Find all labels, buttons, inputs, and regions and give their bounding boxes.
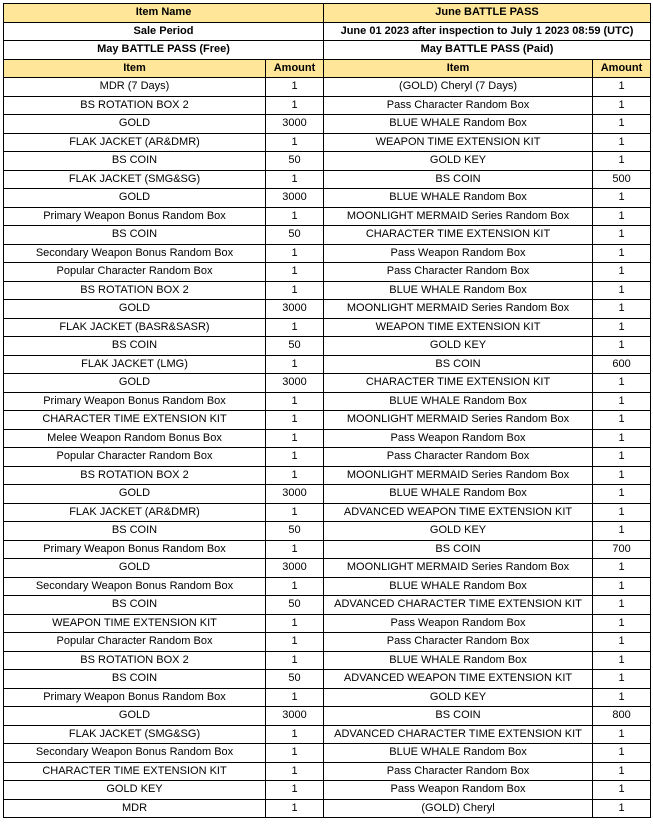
free-amount-cell: 3000 (266, 374, 324, 393)
free-amount-cell: 1 (266, 355, 324, 374)
free-item-cell: MDR (7 Days) (4, 78, 266, 97)
pass-title: June BATTLE PASS (324, 4, 651, 23)
paid-item-cell: MOONLIGHT MERMAID Series Random Box (324, 466, 593, 485)
table-row (4, 614, 651, 633)
free-amount-cell: 1 (266, 577, 324, 596)
paid-amount-cell: 1 (593, 651, 651, 670)
paid-item-cell: GOLD KEY (324, 337, 593, 356)
free-item-cell: Popular Character Random Box (4, 263, 266, 282)
free-item-cell: Primary Weapon Bonus Random Box (4, 540, 266, 559)
free-amount-cell: 3000 (266, 189, 324, 208)
free-amount-cell: 1 (266, 411, 324, 430)
free-item-cell: BS COIN (4, 226, 266, 245)
free-item-cell: Primary Weapon Bonus Random Box (4, 392, 266, 411)
paid-item-cell: Pass Character Random Box (324, 263, 593, 282)
free-amount-cell: 1 (266, 688, 324, 707)
table-row (4, 392, 651, 411)
free-amount-cell: 50 (266, 152, 324, 171)
paid-amount-cell: 1 (593, 799, 651, 818)
free-item-cell: GOLD (4, 374, 266, 393)
paid-amount-cell: 1 (593, 392, 651, 411)
paid-amount-header: Amount (593, 59, 651, 78)
table-row (4, 485, 651, 504)
free-item-cell: BS ROTATION BOX 2 (4, 281, 266, 300)
paid-amount-cell: 1 (593, 115, 651, 134)
paid-amount-cell: 1 (593, 762, 651, 781)
table-row (4, 115, 651, 134)
paid-amount-cell: 1 (593, 281, 651, 300)
paid-amount-cell: 1 (593, 744, 651, 763)
table-row (4, 633, 651, 652)
free-amount-cell: 1 (266, 540, 324, 559)
paid-pass-title: May BATTLE PASS (Paid) (324, 41, 651, 60)
free-amount-cell: 1 (266, 614, 324, 633)
free-amount-cell: 1 (266, 318, 324, 337)
paid-amount-cell: 1 (593, 559, 651, 578)
free-item-cell: WEAPON TIME EXTENSION KIT (4, 614, 266, 633)
free-amount-cell: 3000 (266, 707, 324, 726)
paid-item-cell: BS COIN (324, 540, 593, 559)
paid-item-cell: CHARACTER TIME EXTENSION KIT (324, 374, 593, 393)
paid-item-cell: Pass Character Random Box (324, 448, 593, 467)
free-item-cell: BS ROTATION BOX 2 (4, 466, 266, 485)
table-row (4, 688, 651, 707)
free-item-cell: GOLD (4, 707, 266, 726)
table-row (4, 725, 651, 744)
free-amount-cell: 1 (266, 633, 324, 652)
free-item-cell: FLAK JACKET (SMG&SG) (4, 725, 266, 744)
table-row (4, 448, 651, 467)
paid-item-cell: BLUE WHALE Random Box (324, 577, 593, 596)
paid-item-cell: Pass Weapon Random Box (324, 781, 593, 800)
free-item-cell: FLAK JACKET (SMG&SG) (4, 170, 266, 189)
free-amount-cell: 1 (266, 466, 324, 485)
free-amount-cell: 50 (266, 522, 324, 541)
paid-amount-cell: 1 (593, 318, 651, 337)
paid-item-header: Item (324, 59, 593, 78)
paid-amount-cell: 1 (593, 152, 651, 171)
table-row (4, 263, 651, 282)
paid-amount-cell: 1 (593, 133, 651, 152)
pass-section-row (4, 41, 651, 60)
free-amount-cell: 1 (266, 78, 324, 97)
free-amount-cell: 50 (266, 226, 324, 245)
paid-item-cell: GOLD KEY (324, 152, 593, 171)
free-item-cell: BS COIN (4, 596, 266, 615)
paid-amount-cell: 1 (593, 688, 651, 707)
free-amount-cell: 1 (266, 799, 324, 818)
free-item-cell: Popular Character Random Box (4, 448, 266, 467)
table-row (4, 559, 651, 578)
paid-item-cell: BLUE WHALE Random Box (324, 281, 593, 300)
free-item-cell: FLAK JACKET (AR&DMR) (4, 503, 266, 522)
paid-amount-cell: 1 (593, 448, 651, 467)
table-row (4, 762, 651, 781)
table-row (4, 466, 651, 485)
paid-item-cell: Pass Weapon Random Box (324, 614, 593, 633)
table-row (4, 707, 651, 726)
free-item-cell: Primary Weapon Bonus Random Box (4, 688, 266, 707)
free-amount-cell: 1 (266, 133, 324, 152)
free-amount-header: Amount (266, 59, 324, 78)
table-row (4, 96, 651, 115)
table-row (4, 207, 651, 226)
free-item-cell: Secondary Weapon Bonus Random Box (4, 244, 266, 263)
table-row (4, 374, 651, 393)
paid-item-cell: BLUE WHALE Random Box (324, 115, 593, 134)
free-item-cell: BS ROTATION BOX 2 (4, 651, 266, 670)
free-item-cell: FLAK JACKET (AR&DMR) (4, 133, 266, 152)
paid-item-cell: ADVANCED WEAPON TIME EXTENSION KIT (324, 670, 593, 689)
free-amount-cell: 1 (266, 392, 324, 411)
paid-item-cell: MOONLIGHT MERMAID Series Random Box (324, 207, 593, 226)
free-amount-cell: 1 (266, 651, 324, 670)
free-item-cell: FLAK JACKET (LMG) (4, 355, 266, 374)
table-row (4, 577, 651, 596)
free-amount-cell: 50 (266, 670, 324, 689)
paid-item-cell: MOONLIGHT MERMAID Series Random Box (324, 300, 593, 319)
free-amount-cell: 3000 (266, 300, 324, 319)
free-amount-cell: 1 (266, 244, 324, 263)
paid-amount-cell: 1 (593, 300, 651, 319)
table-row (4, 429, 651, 448)
paid-item-cell: (GOLD) Cheryl (7 Days) (324, 78, 593, 97)
paid-amount-cell: 1 (593, 374, 651, 393)
paid-item-cell: WEAPON TIME EXTENSION KIT (324, 133, 593, 152)
paid-amount-cell: 1 (593, 485, 651, 504)
table-row (4, 133, 651, 152)
paid-item-cell: BLUE WHALE Random Box (324, 651, 593, 670)
table-row (4, 744, 651, 763)
free-item-cell: GOLD (4, 559, 266, 578)
free-amount-cell: 1 (266, 96, 324, 115)
table-row (4, 170, 651, 189)
free-amount-cell: 3000 (266, 485, 324, 504)
paid-item-cell: BS COIN (324, 355, 593, 374)
free-amount-cell: 1 (266, 781, 324, 800)
paid-amount-cell: 1 (593, 670, 651, 689)
paid-amount-cell: 800 (593, 707, 651, 726)
free-item-cell: GOLD (4, 300, 266, 319)
free-item-cell: BS COIN (4, 670, 266, 689)
table-row (4, 300, 651, 319)
free-amount-cell: 1 (266, 170, 324, 189)
paid-item-cell: BLUE WHALE Random Box (324, 485, 593, 504)
free-item-cell: GOLD (4, 189, 266, 208)
free-item-cell: BS COIN (4, 152, 266, 171)
table-row (4, 651, 651, 670)
paid-amount-cell: 1 (593, 503, 651, 522)
table-row (4, 189, 651, 208)
paid-item-cell: ADVANCED CHARACTER TIME EXTENSION KIT (324, 725, 593, 744)
paid-item-cell: Pass Character Random Box (324, 762, 593, 781)
table-row (4, 522, 651, 541)
paid-amount-cell: 1 (593, 207, 651, 226)
free-amount-cell: 50 (266, 596, 324, 615)
free-amount-cell: 1 (266, 429, 324, 448)
free-item-cell: Secondary Weapon Bonus Random Box (4, 577, 266, 596)
table-row (4, 540, 651, 559)
free-item-cell: CHARACTER TIME EXTENSION KIT (4, 762, 266, 781)
free-amount-cell: 1 (266, 725, 324, 744)
paid-item-cell: BLUE WHALE Random Box (324, 744, 593, 763)
paid-amount-cell: 1 (593, 633, 651, 652)
paid-amount-cell: 1 (593, 522, 651, 541)
table-row (4, 503, 651, 522)
table-row (4, 337, 651, 356)
paid-item-cell: BLUE WHALE Random Box (324, 189, 593, 208)
free-amount-cell: 1 (266, 207, 324, 226)
free-item-cell: Melee Weapon Random Bonus Box (4, 429, 266, 448)
free-amount-cell: 3000 (266, 559, 324, 578)
paid-item-cell: BS COIN (324, 707, 593, 726)
paid-amount-cell: 1 (593, 429, 651, 448)
table-row (4, 226, 651, 245)
table-row (4, 281, 651, 300)
paid-amount-cell: 1 (593, 189, 651, 208)
paid-amount-cell: 1 (593, 466, 651, 485)
free-item-cell: CHARACTER TIME EXTENSION KIT (4, 411, 266, 430)
free-item-cell: FLAK JACKET (BASR&SASR) (4, 318, 266, 337)
sale-period-label: Sale Period (4, 22, 324, 41)
free-item-cell: GOLD KEY (4, 781, 266, 800)
paid-amount-cell: 600 (593, 355, 651, 374)
paid-amount-cell: 1 (593, 226, 651, 245)
title-row (4, 4, 651, 23)
free-item-cell: Secondary Weapon Bonus Random Box (4, 744, 266, 763)
paid-item-cell: GOLD KEY (324, 688, 593, 707)
paid-item-cell: BLUE WHALE Random Box (324, 392, 593, 411)
free-item-cell: GOLD (4, 115, 266, 134)
paid-item-cell: Pass Weapon Random Box (324, 244, 593, 263)
paid-item-cell: GOLD KEY (324, 522, 593, 541)
table-row (4, 799, 651, 818)
paid-amount-cell: 700 (593, 540, 651, 559)
paid-item-cell: ADVANCED WEAPON TIME EXTENSION KIT (324, 503, 593, 522)
paid-item-cell: Pass Character Random Box (324, 96, 593, 115)
free-item-cell: GOLD (4, 485, 266, 504)
free-amount-cell: 3000 (266, 115, 324, 134)
paid-amount-cell: 1 (593, 725, 651, 744)
sale-period-value: June 01 2023 after inspection to July 1 2023 08:59 (UTC) (324, 22, 651, 41)
paid-amount-cell: 1 (593, 337, 651, 356)
free-pass-title: May BATTLE PASS (Free) (4, 41, 324, 60)
paid-amount-cell: 1 (593, 577, 651, 596)
paid-item-cell: BS COIN (324, 170, 593, 189)
battle-pass-table (3, 3, 651, 818)
paid-amount-cell: 1 (593, 596, 651, 615)
paid-amount-cell: 1 (593, 244, 651, 263)
paid-amount-cell: 1 (593, 781, 651, 800)
table-row (4, 78, 651, 97)
paid-item-cell: Pass Weapon Random Box (324, 429, 593, 448)
free-amount-cell: 1 (266, 503, 324, 522)
free-item-header: Item (4, 59, 266, 78)
paid-amount-cell: 1 (593, 263, 651, 282)
column-header-row (4, 59, 651, 78)
free-item-cell: BS ROTATION BOX 2 (4, 96, 266, 115)
paid-amount-cell: 500 (593, 170, 651, 189)
paid-item-cell: MOONLIGHT MERMAID Series Random Box (324, 559, 593, 578)
table-row (4, 670, 651, 689)
table-row (4, 244, 651, 263)
table-row (4, 318, 651, 337)
free-amount-cell: 1 (266, 448, 324, 467)
free-amount-cell: 1 (266, 263, 324, 282)
free-amount-cell: 1 (266, 762, 324, 781)
paid-item-cell: MOONLIGHT MERMAID Series Random Box (324, 411, 593, 430)
free-amount-cell: 1 (266, 281, 324, 300)
paid-amount-cell: 1 (593, 411, 651, 430)
free-item-cell: MDR (4, 799, 266, 818)
paid-amount-cell: 1 (593, 614, 651, 633)
paid-item-cell: ADVANCED CHARACTER TIME EXTENSION KIT (324, 596, 593, 615)
table-row (4, 411, 651, 430)
paid-item-cell: Pass Character Random Box (324, 633, 593, 652)
table-row (4, 152, 651, 171)
paid-item-cell: CHARACTER TIME EXTENSION KIT (324, 226, 593, 245)
paid-item-cell: WEAPON TIME EXTENSION KIT (324, 318, 593, 337)
table-row (4, 781, 651, 800)
free-item-cell: BS COIN (4, 337, 266, 356)
table-row (4, 596, 651, 615)
free-item-cell: Popular Character Random Box (4, 633, 266, 652)
table-row (4, 355, 651, 374)
free-amount-cell: 1 (266, 744, 324, 763)
paid-item-cell: (GOLD) Cheryl (324, 799, 593, 818)
free-amount-cell: 50 (266, 337, 324, 356)
item-name-label: Item Name (4, 4, 324, 23)
paid-amount-cell: 1 (593, 96, 651, 115)
sale-period-row (4, 22, 651, 41)
paid-amount-cell: 1 (593, 78, 651, 97)
free-item-cell: Primary Weapon Bonus Random Box (4, 207, 266, 226)
free-item-cell: BS COIN (4, 522, 266, 541)
